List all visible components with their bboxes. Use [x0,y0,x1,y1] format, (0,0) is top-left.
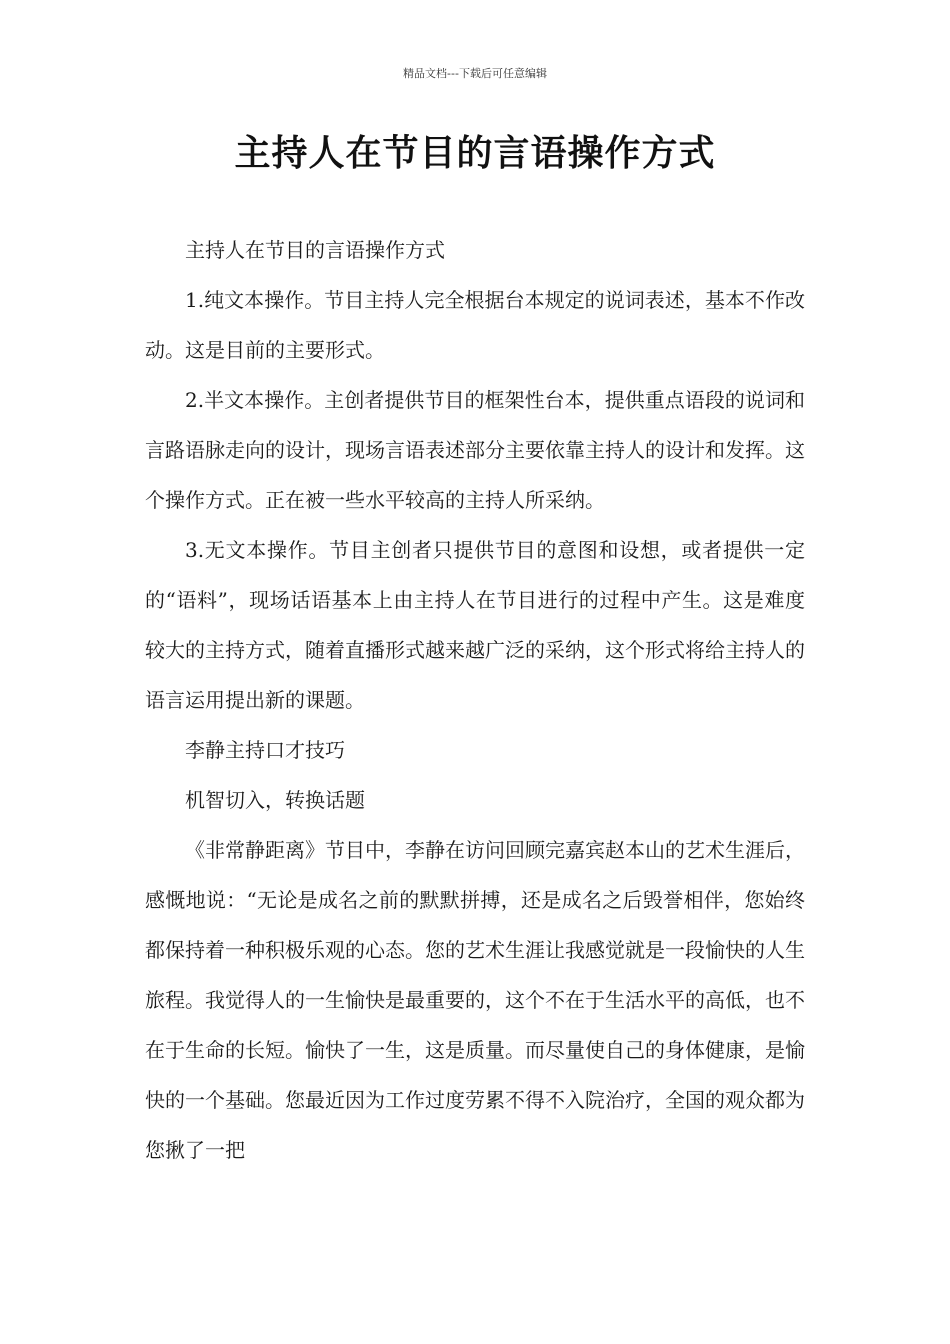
document-title: 主持人在节目的言语操作方式 [234,133,716,174]
paragraph-subtitle: 主持人在节目的言语操作方式 [185,238,445,262]
paragraph-item-2: 2.半文本操作。主创者提供节目的框架性台本，提供重点语段的说词和言路语脉走向的设计，现场言语表述部分主要依靠主持人的设计和发挥。这个操作方式。正在被一些水平较高的主持人所采纳。 [145,388,805,512]
paragraph-subheading: 机智切入，转换话题 [185,788,365,812]
document-body [145,225,805,1175]
paragraph-item-3: 3.无文本操作。节目主创者只提供节目的意图和设想，或者提供一定的“语料”，现场话语基本上由主持人在节目进行的过程中产生。这是难度较大的主持方式，随着直播形式越来越广泛的采纳，这个形式将给主持人的语言运用提出新的课题。 [145,538,805,712]
paragraph-body: 《非常静距离》节目中，李静在访问回顾完嘉宾赵本山的艺术生涯后，感慨地说：“无论是成名之前的默默拼搏，还是成名之后毁誉相伴，您始终都保持着一种积极乐观的心态。您的艺术生涯让我感觉就是一段愉快的人生旅程。我觉得人的一生愉快是最重要的，这个不在于生活水平的高低，也不在于生命的长短。愉快了一生，这是质量。而尽量使自己的身体健康，是愉快的一个基础。您最近因为工作过度劳累不得不入院治疗，全国的观众都为您揪了一把 [145,838,805,1162]
paragraph-section-heading: 李静主持口才技巧 [185,738,345,762]
page-header: 精品文档---下载后可任意编辑 [403,67,547,80]
paragraph-item-1: 1.纯文本操作。节目主持人完全根据台本规定的说词表述，基本不作改动。这是目前的主要形式。 [145,288,805,362]
